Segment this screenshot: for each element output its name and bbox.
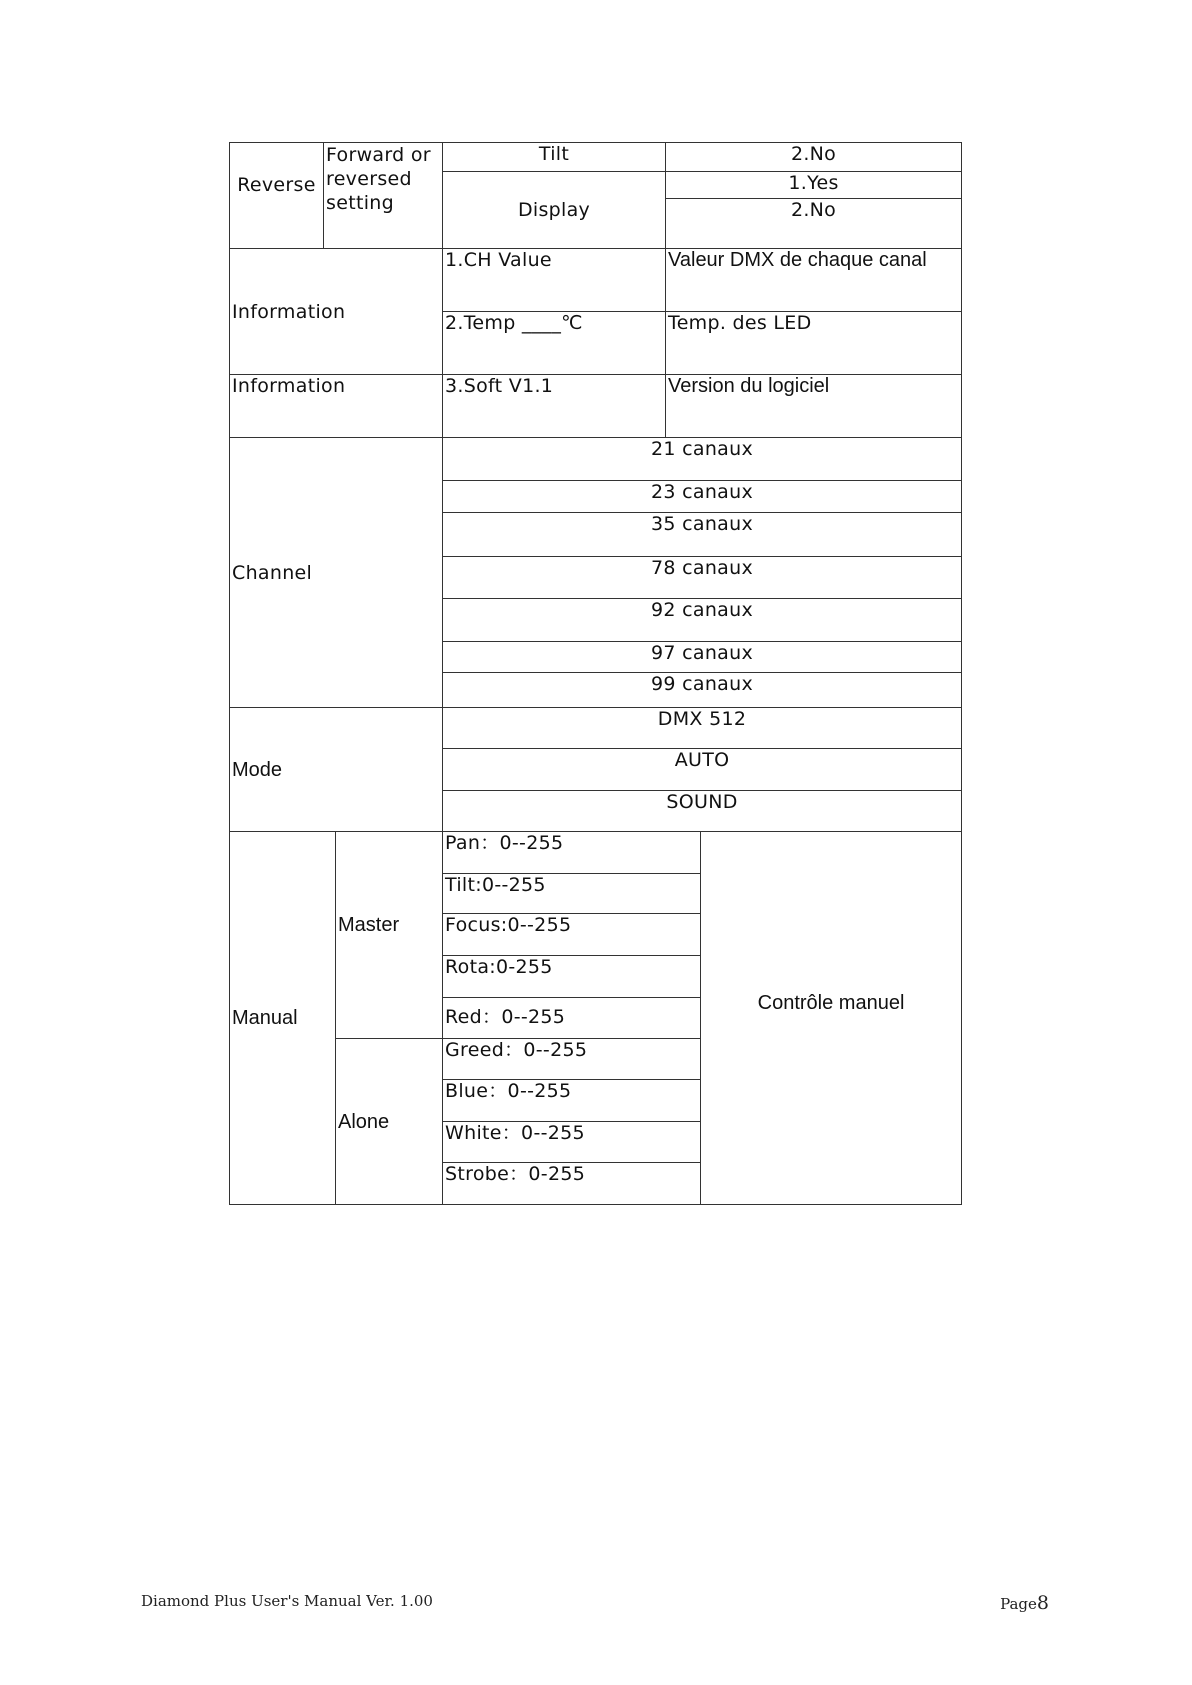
display-option-no: 2.No (666, 199, 962, 249)
manual-item: Rota:0-255 (443, 956, 701, 998)
info-ch-value: 1.CH Value (443, 249, 666, 312)
manual-item: Pan：0--255 (443, 832, 701, 874)
manual-item: Tilt:0--255 (443, 874, 701, 914)
display-label: Display (443, 172, 666, 249)
manual-desc: Contrôle manuel (701, 832, 962, 1205)
channel-option: 99 canaux (443, 673, 962, 708)
channel-option: 35 canaux (443, 513, 962, 557)
info-temp-desc: Temp. des LED (666, 312, 962, 375)
channel-option: 21 canaux (443, 438, 962, 481)
information-label-2: Information (230, 375, 443, 438)
display-option-yes: 1.Yes (666, 172, 962, 199)
footer-page-number (1000, 1592, 1049, 1614)
mode-label: Mode (230, 708, 443, 832)
manual-item: Blue：0--255 (443, 1080, 701, 1122)
manual-item: Red：0--255 (443, 998, 701, 1039)
alone-label: Alone (336, 1039, 443, 1205)
manual-item: Strobe：0-255 (443, 1163, 701, 1205)
manual-item: Greed：0--255 (443, 1039, 701, 1080)
tilt-option: 2.No (666, 143, 962, 172)
channel-label: Channel (230, 438, 443, 708)
channel-option: 78 canaux (443, 557, 962, 599)
information-label: Information (230, 249, 443, 375)
menu-table (229, 142, 962, 1205)
page-prefix: Page (1000, 1595, 1037, 1613)
info-temp: 2.Temp ____℃ (443, 312, 666, 375)
mode-option: AUTO (443, 749, 962, 791)
mode-option: DMX 512 (443, 708, 962, 749)
tilt-label: Tilt (443, 143, 666, 172)
page-number: 8 (1036, 1592, 1049, 1614)
channel-option: 97 canaux (443, 642, 962, 673)
mode-option: SOUND (443, 791, 962, 832)
channel-option: 92 canaux (443, 599, 962, 642)
reverse-sub-label: Forward or reversed setting (324, 143, 443, 249)
reverse-label: Reverse (230, 143, 324, 249)
info-soft-desc: Version du logiciel (666, 375, 962, 438)
manual-item: White：0--255 (443, 1122, 701, 1163)
manual-label: Manual (230, 832, 336, 1205)
footer-manual-title: Diamond Plus User's Manual Ver. 1.00 (141, 1592, 433, 1610)
info-soft: 3.Soft V1.1 (443, 375, 666, 438)
info-ch-value-desc: Valeur DMX de chaque canal (666, 249, 962, 312)
manual-item: Focus:0--255 (443, 914, 701, 956)
master-label: Master (336, 832, 443, 1039)
channel-option: 23 canaux (443, 481, 962, 513)
